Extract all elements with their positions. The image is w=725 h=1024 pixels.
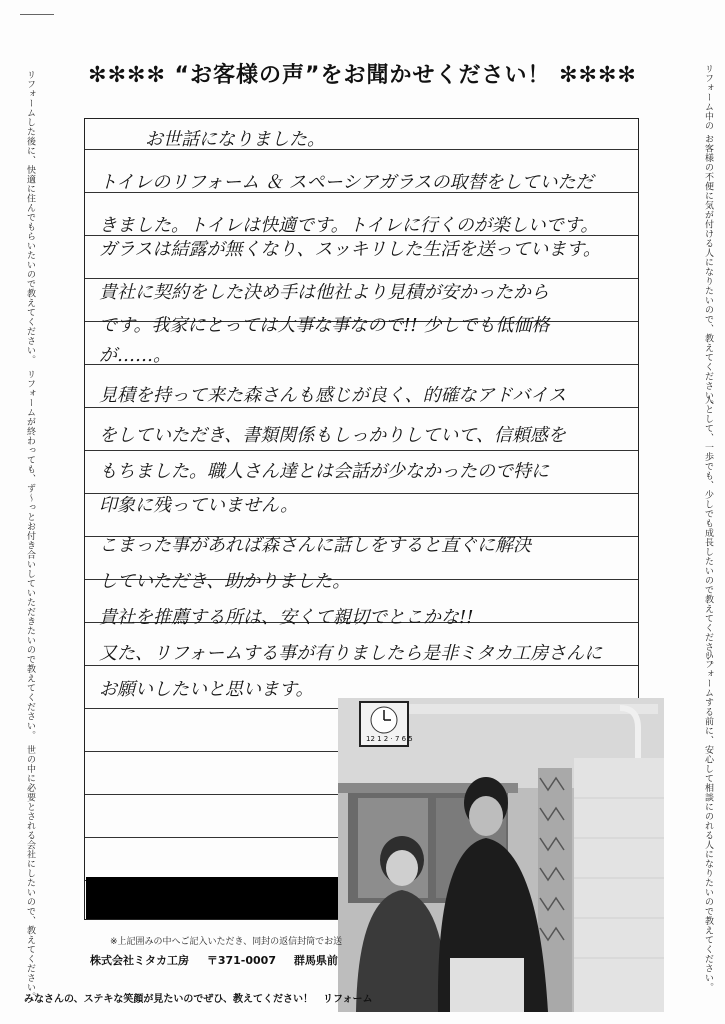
letter-line: 印象に残っていません。 [99, 495, 299, 516]
ruled-line [85, 450, 638, 451]
letter-line: お願いしたいと思います。 [99, 679, 314, 700]
letter-line: です。我家にとっては大事な事なので!! 少しでも低価格 [99, 315, 550, 336]
bottom-message: みなさんの、ステキな笑顔が見たいのでぜひ、教えてください！ リフォーム [24, 994, 373, 1005]
letter-line: が……。 [99, 345, 171, 366]
letter-line: 貴社を推薦する所は、安くて親切でとこかな!! [99, 607, 474, 628]
letter-line: もちました。職人さん達とは会話が少なかったので特に [99, 461, 549, 482]
customer-photo [338, 698, 664, 1012]
customer-photo-image [338, 698, 664, 1012]
redaction-bar [86, 877, 354, 919]
letter-line: ガラスは結露が無くなり、スッキリした生活を送っています。 [99, 239, 601, 260]
company-info [90, 952, 352, 968]
letter-line: こまった事があれば森さんに話しをすると直ぐに解決 [99, 535, 531, 556]
ruled-line [85, 665, 638, 666]
clock-numbers: 12 1 2 · 7 6 5 [366, 735, 413, 743]
postal-code: 〒371-0007 [206, 954, 276, 967]
letter-line: していただき、助かりました。 [99, 571, 351, 592]
right-margin-text-bottom: リフォームする前に、安心して相談にのれる人になりたいので教えてください。 [703, 650, 713, 992]
right-margin-text-middle: 人として、一歩でも、少しでも成長したいので教えてください。 [703, 395, 713, 671]
letter-line: 又た、リフォームする事が有りましたら是非ミタカ工房さんに [99, 643, 603, 664]
page-title: ✻✻✻✻ “お客様の声”をお聞かせください！ ✻✻✻✻ [88, 63, 637, 88]
ruled-line [85, 407, 638, 408]
company-address: 群馬県前 [293, 954, 338, 967]
footer-note: ※上記囲みの中へご記入いただき、同封の返信封筒でお送 [110, 937, 343, 947]
letter-line: 見積を持って来た森さんも感じが良く、的確なアドバイス [99, 385, 567, 406]
letter-line: をしていただき、書類関係もしっかりしていて、信頼感を [99, 425, 566, 446]
letter-line: トイレのリフォーム ＆ スペーシアガラスの取替をしていただ [99, 172, 594, 193]
right-margin-text-top: リフォーム中の お客様の不便に気が付ける人になりたいので、教えてください。 [703, 64, 713, 410]
letter-line: お世話になりました。 [145, 129, 325, 150]
company-name: 株式会社ミタカ工房 [90, 954, 189, 967]
letter-line: 貴社に契約をした決め手は他社より見積が安かったから [99, 282, 549, 303]
left-margin-text: リフォームした後に、快適に住んでもらいたいので教えてください。 リフォームが終わっても、ず〜っとお付き合いしていただきたいので教えてください。 世の中に必要とされる会社にしたいので、教えてください。 [25, 70, 35, 1002]
letter-line: きました。トイレは快適です。トイレに行くのが楽しいです。 [99, 215, 599, 236]
corner-mark [20, 14, 54, 15]
